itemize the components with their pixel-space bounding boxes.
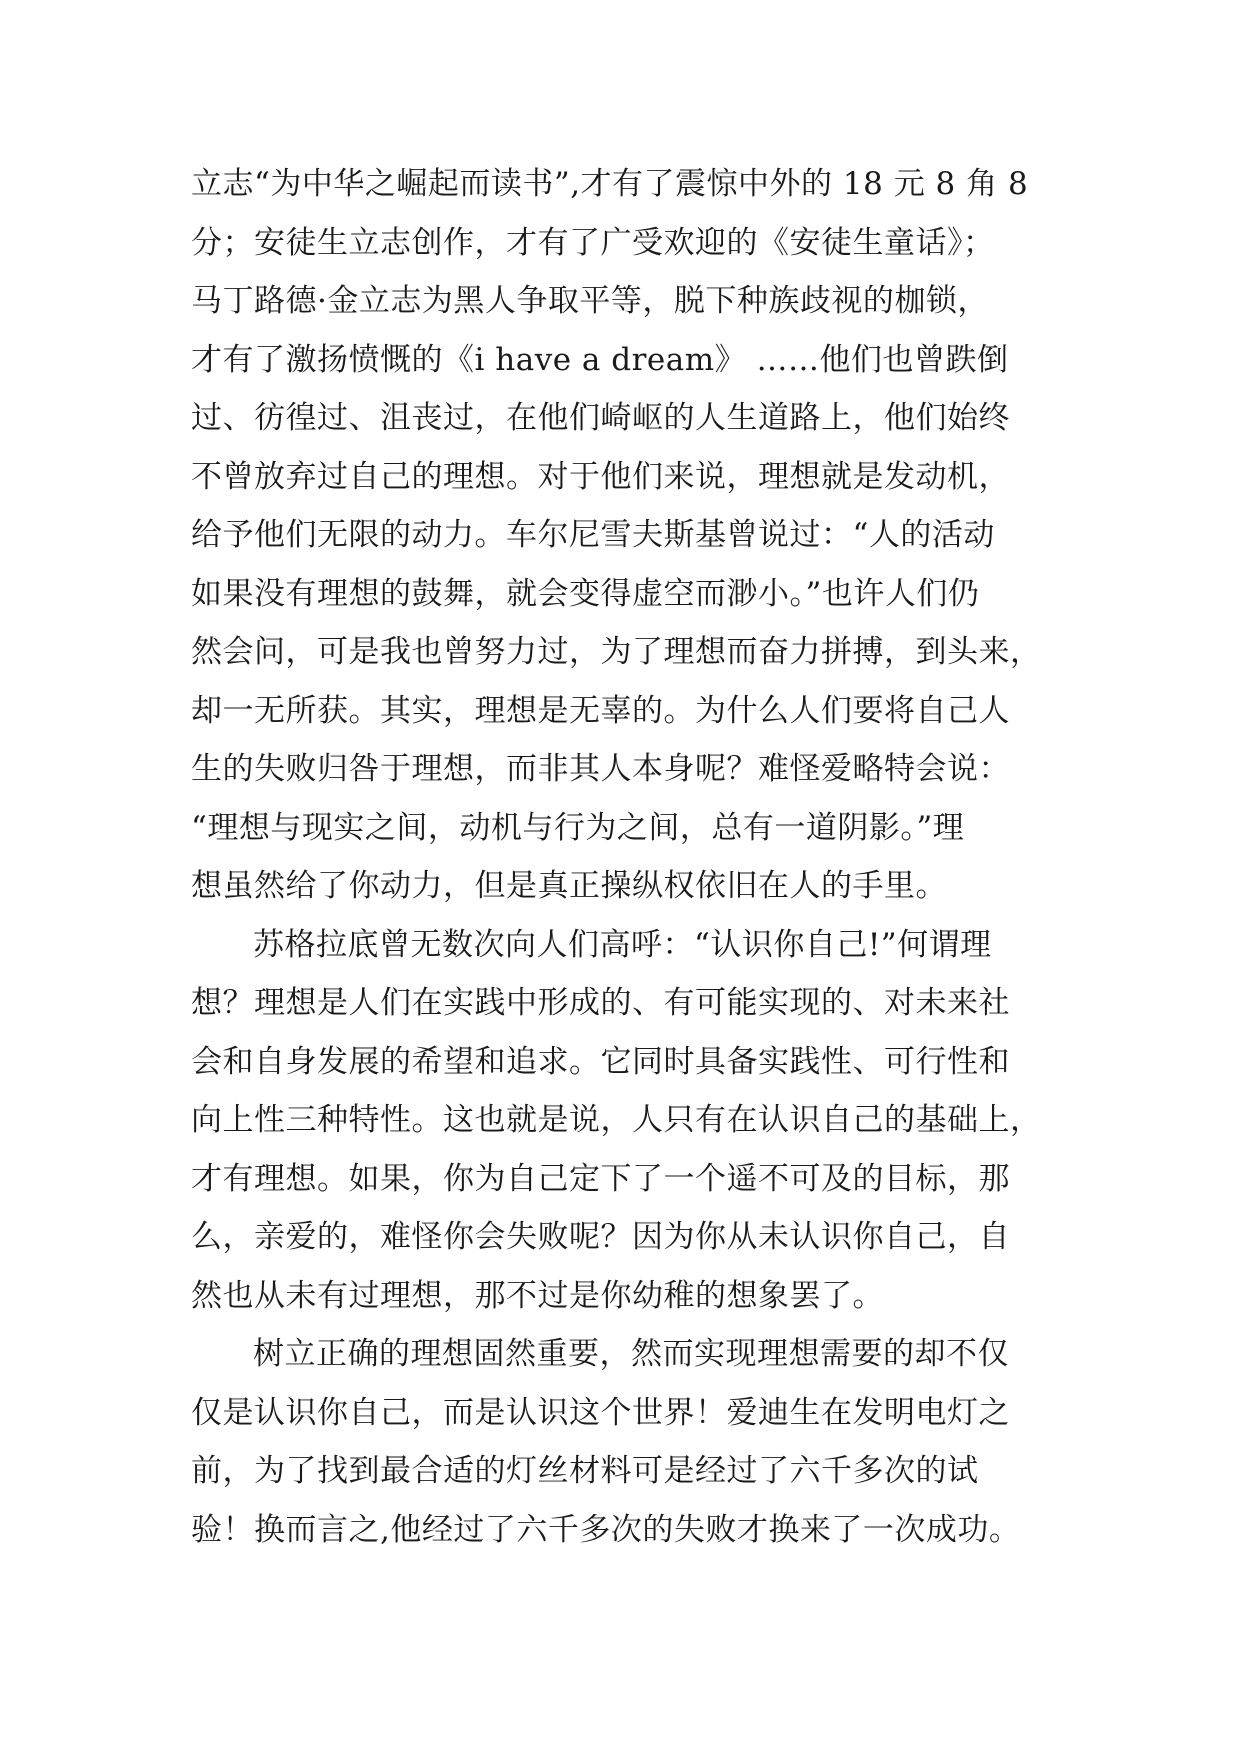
- text-line: 立志“为中华之崛起而读书”,才有了震惊中外的 18 元 8 角 8: [191, 166, 1029, 202]
- text-line: 想？理想是人们在实践中形成的、有可能实现的、对未来社: [191, 985, 1010, 1021]
- text-line: 过、彷徨过、沮丧过，在他们崎岖的人生道路上，他们始终: [191, 400, 1010, 436]
- text-line: 么，亲爱的，难怪你会失败呢？因为你从未认识你自己，自: [191, 1219, 1010, 1255]
- text-line: 才有了激扬愤慨的《i have a dream》 ……他们也曾跌倒: [191, 341, 1009, 378]
- body-text: [191, 155, 1061, 1559]
- text-line: 不曾放弃过自己的理想。对于他们来说，理想就是发动机，: [191, 458, 1010, 495]
- paragraph-first-line: 苏格拉底曾无数次向人们高呼：“认识你自己!”何谓理: [253, 926, 992, 963]
- text-line: 却一无所获。其实，理想是无辜的。为什么人们要将自己人: [191, 692, 1010, 729]
- text-line: 分；安徒生立志创作，才有了广受欢迎的《安徒生童话》；: [191, 224, 995, 261]
- text-line: 想虽然给了你动力，但是真正操纵权依旧在人的手里。: [191, 868, 947, 904]
- text-line: 向上性三种特性。这也就是说，人只有在认识自己的基础上，: [191, 1102, 1042, 1138]
- text-line: 前，为了找到最合适的灯丝材料可是经过了六千多次的试: [191, 1453, 979, 1489]
- text-line: 会和自身发展的希望和追求。它同时具备实践性、可行性和: [191, 1043, 1010, 1080]
- text-line: 验！换而言之,他经过了六千多次的失败才换来了一次成功。: [191, 1511, 1021, 1548]
- text-line: 生的失败归咎于理想，而非其人本身呢？难怪爱略特会说：: [191, 751, 1010, 787]
- text-line: 然也从未有过理想，那不过是你幼稚的想象罢了。: [191, 1277, 884, 1314]
- text-line: 马丁路德·金立志为黑人争取平等，脱下种族歧视的枷锁，: [191, 283, 989, 319]
- text-line: 如果没有理想的鼓舞，就会变得虚空而渺小。”也许人们仍: [191, 575, 980, 612]
- text-line: 给予他们无限的动力。车尔尼雪夫斯基曾说过：“人的活动: [191, 517, 995, 553]
- text-line: 才有理想。如果，你为自己定下了一个遥不可及的目标，那: [191, 1160, 1010, 1197]
- text-line: 仅是认识你自己，而是认识这个世界！爱迪生在发明电灯之: [191, 1394, 1010, 1431]
- text-line: “理想与现实之间，动机与行为之间，总有一道阴影。”理: [191, 809, 965, 846]
- paragraph-first-line: 树立正确的理想固然重要，然而实现理想需要的却不仅: [253, 1336, 1009, 1372]
- text-line: 然会问，可是我也曾努力过，为了理想而奋力拼搏，到头来，: [191, 634, 1042, 670]
